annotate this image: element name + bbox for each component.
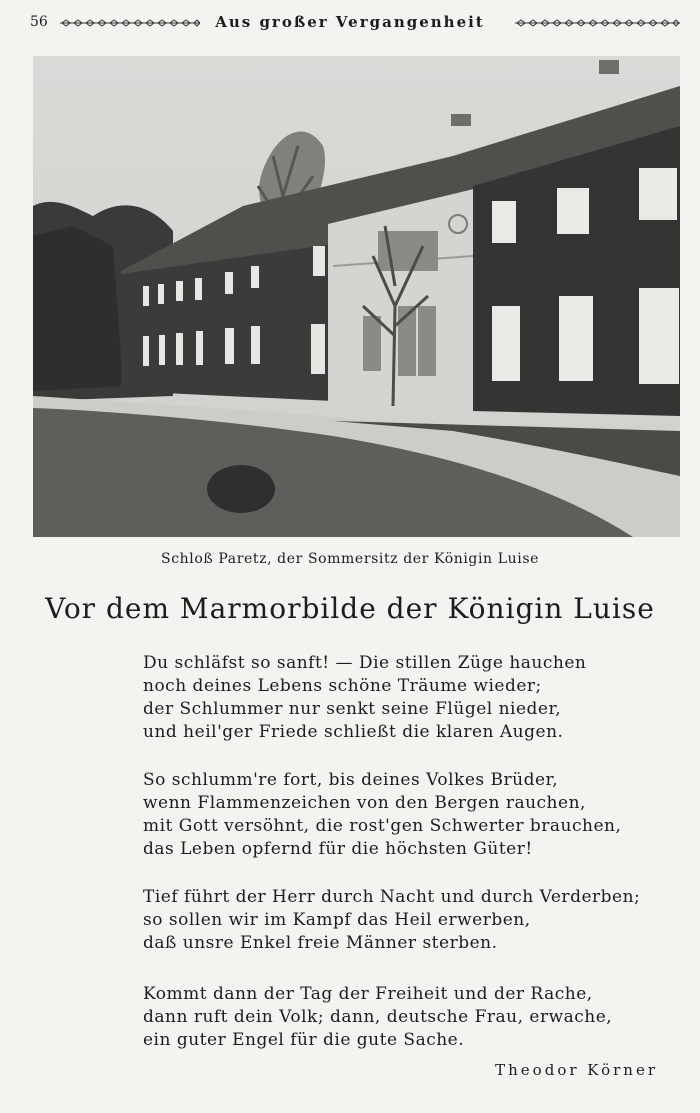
poem-line: daß unsre Enkel freie Männer sterben. (143, 933, 498, 953)
stanza-3 (143, 886, 663, 955)
photo-caption: Schloß Paretz, der Sommersitz der Königin Luise (161, 551, 539, 567)
poem-line: mit Gott versöhnt, die rost'gen Schwerter brauchen, (143, 816, 622, 836)
page-header (0, 12, 700, 36)
page-number: 56 (30, 14, 48, 30)
poem-line: ein guter Engel für die gute Sache. (143, 1030, 465, 1050)
stanza-1 (143, 652, 663, 744)
poem-line: dann ruft dein Volk; dann, deutsche Frau, erwache, (143, 1007, 613, 1027)
poem-line: so sollen wir im Kampf das Heil erwerben, (143, 910, 531, 930)
poem-line: noch deines Lebens schöne Träume wieder; (143, 676, 542, 696)
poem-line: und heil'ger Friede schließt die klaren Augen. (143, 722, 564, 742)
ornament-right (515, 18, 680, 28)
poem-line: wenn Flammenzeichen von den Bergen rauchen, (143, 793, 586, 813)
poem-line: So schlumm're fort, bis deines Volkes Brüder, (143, 770, 559, 790)
poem-author: Theodor Körner (495, 1061, 658, 1079)
poem-line: Du schläfst so sanft! — Die stillen Züge hauchen (143, 653, 587, 673)
palace-photograph (33, 56, 680, 537)
poem-line: der Schlummer nur senkt seine Flügel nieder, (143, 699, 562, 719)
poem-line: das Leben opfernd für die höchsten Güter! (143, 839, 533, 859)
stanza-2 (143, 769, 663, 861)
stanza-4 (143, 983, 663, 1052)
running-title: Aus großer Vergangenheit (215, 13, 485, 31)
poem-line: Kommt dann der Tag der Freiheit und der Rache, (143, 984, 593, 1004)
poem-title: Vor dem Marmorbilde der Königin Luise (45, 592, 655, 625)
poem-line: Tief führt der Herr durch Nacht und durch Verderben; (143, 887, 641, 907)
